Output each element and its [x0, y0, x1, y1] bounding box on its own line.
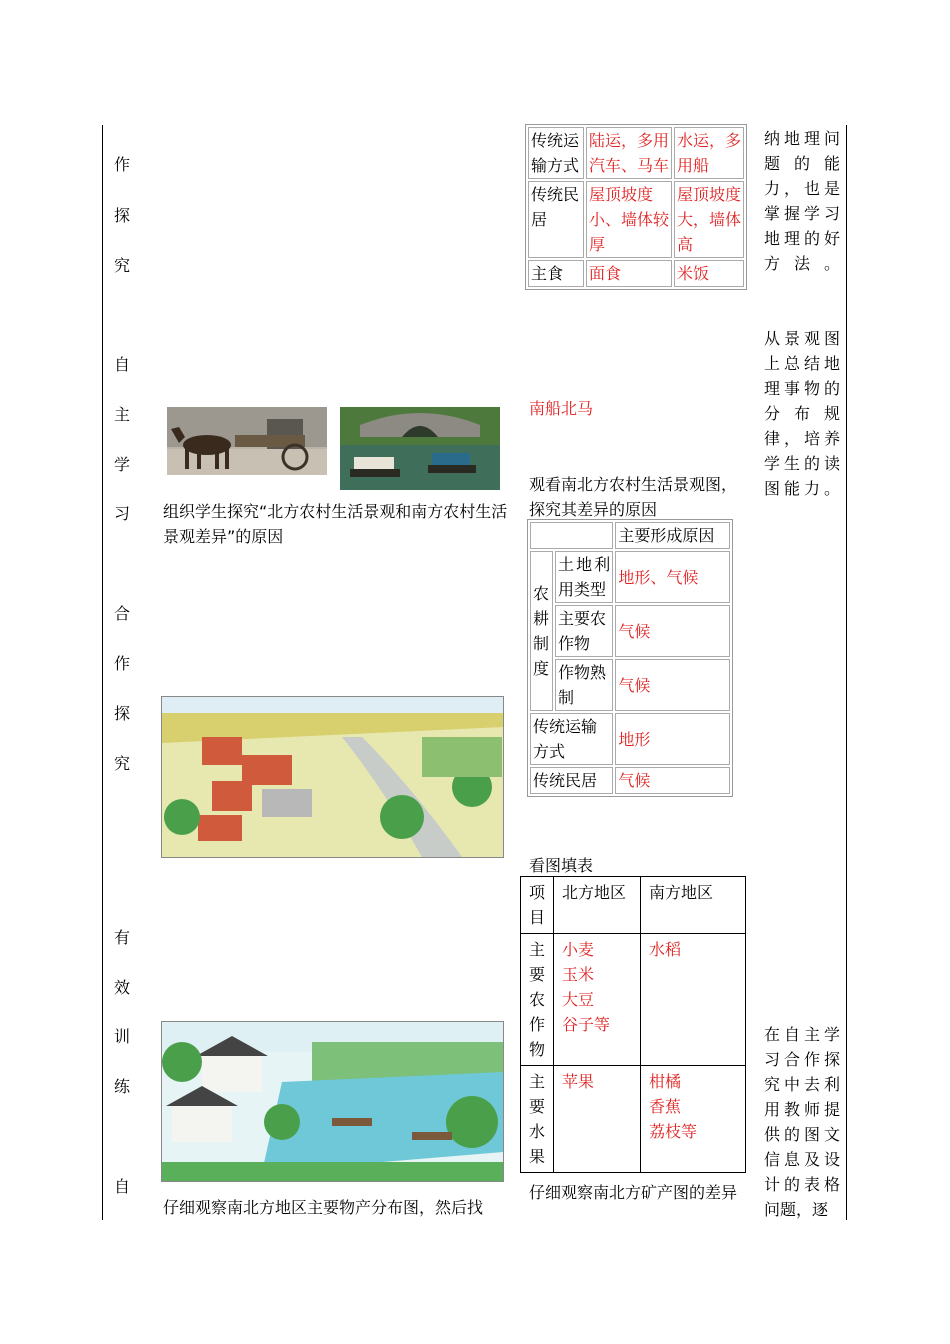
- row-label: 传统民居: [528, 181, 584, 258]
- north-village-illustration: [161, 696, 504, 858]
- observe-mineral-text: 仔细观察南北方矿产图的差异: [529, 1183, 738, 1202]
- column-header: 项目: [521, 877, 554, 934]
- reason-cell: 气候: [615, 605, 730, 657]
- stage-char: 练: [113, 1077, 130, 1096]
- stage-char: 有: [113, 928, 130, 947]
- stage-char: 效: [113, 978, 130, 997]
- south-cell: [641, 1066, 746, 1173]
- table-row: [530, 605, 730, 657]
- reason-header: 主要形成原因: [615, 522, 730, 549]
- row-label: 传统民居: [530, 767, 613, 794]
- stage-char: 习: [113, 504, 130, 523]
- table-row: [530, 551, 730, 603]
- row-label: 传统运输方式: [528, 127, 584, 179]
- stage-char: 究: [113, 256, 130, 275]
- column-header: 南方地区: [641, 877, 746, 934]
- left-border: [102, 125, 103, 1220]
- table-row: [528, 127, 744, 179]
- table-row: [530, 713, 730, 765]
- design-note: 纳地理问题的能力，也是掌握学习地理的好方法。: [764, 129, 840, 273]
- column-header: 北方地区: [554, 877, 641, 934]
- row-label: 主食: [528, 260, 584, 287]
- observe-text: 观看南北方农村生活景观图，探究其差异的原因: [529, 475, 738, 519]
- table-row: [521, 1066, 746, 1173]
- south-cell: [641, 934, 746, 1066]
- list-item: 谷子等: [562, 1015, 611, 1034]
- stage-char: 作: [113, 155, 130, 174]
- south-village-illustration: [161, 1021, 504, 1182]
- reason-cell: 地形、气候: [615, 551, 730, 603]
- stage-char: 自: [113, 1177, 130, 1196]
- reasons-table: [527, 519, 733, 797]
- list-item: 小麦: [562, 940, 595, 959]
- stage-char: 究: [113, 754, 130, 773]
- list-item: 苹果: [562, 1072, 595, 1091]
- north-cell: 屋顶坡度小、墙体较厚: [586, 181, 672, 258]
- table-row: [530, 659, 730, 711]
- stage-char: 探: [113, 206, 130, 225]
- table-row: [530, 522, 730, 549]
- row-label: 主要农作物: [555, 605, 613, 657]
- north-cell: [554, 934, 641, 1066]
- stage-char: 训: [113, 1027, 130, 1046]
- table-row: [521, 877, 746, 934]
- instruction-text: 组织学生探究“北方农村生活景观和南方农村生活景观差异”的原因: [163, 502, 508, 546]
- boat-bridge-photo: [340, 407, 500, 490]
- reason-cell: 气候: [615, 767, 730, 794]
- stage-char: 自: [113, 355, 130, 374]
- row-label: 传统运输方式: [530, 713, 613, 765]
- empty-header: [530, 522, 613, 549]
- stage-char: 主: [113, 405, 130, 424]
- list-item: 荔枝等: [649, 1122, 698, 1141]
- list-item: 柑橘: [649, 1072, 682, 1091]
- group-label: 农耕制度: [530, 551, 553, 711]
- row-label: 主要水果: [521, 1066, 554, 1173]
- south-cell: 屋顶坡度大，墙体高: [674, 181, 744, 258]
- list-item: 大豆: [562, 990, 595, 1009]
- north-cell: 面食: [586, 260, 672, 287]
- row-label: 土地利用类型: [555, 551, 613, 603]
- comparison-table: [525, 124, 747, 290]
- stage-char: 合: [113, 604, 130, 623]
- summary-phrase: 南船北马: [529, 399, 594, 418]
- design-note: 从景观图上总结地理事物的分布规律，培养学生的读图能力。: [764, 329, 840, 498]
- right-border: [846, 125, 847, 1220]
- south-cell: 水运，多用船: [674, 127, 744, 179]
- list-item: 玉米: [562, 965, 595, 984]
- table-row: [528, 260, 744, 287]
- reason-cell: 地形: [615, 713, 730, 765]
- north-cell: [554, 1066, 641, 1173]
- products-table: [520, 876, 746, 1173]
- table-row: [528, 181, 744, 258]
- stage-char: 学: [113, 455, 130, 474]
- design-note: 在自主学习合作探究中去利用教师提供的图文信息及设计的表格问题，逐: [764, 1025, 840, 1219]
- list-item: 水稻: [649, 940, 682, 959]
- table-row: [521, 934, 746, 1066]
- list-item: 香蕉: [649, 1097, 682, 1116]
- row-label: 主要农作物: [521, 934, 554, 1066]
- table-row: [530, 767, 730, 794]
- instruction-text: 仔细观察南北方地区主要物产分布图，然后找: [163, 1198, 484, 1217]
- row-label: 作物熟制: [555, 659, 613, 711]
- stage-char: 作: [113, 654, 130, 673]
- fill-table-label: 看图填表: [529, 856, 594, 875]
- horse-cart-photo: [167, 407, 327, 475]
- stage-char: 探: [113, 704, 130, 723]
- reason-cell: 气候: [615, 659, 730, 711]
- south-cell: 米饭: [674, 260, 744, 287]
- north-cell: 陆运，多用汽车、马车: [586, 127, 672, 179]
